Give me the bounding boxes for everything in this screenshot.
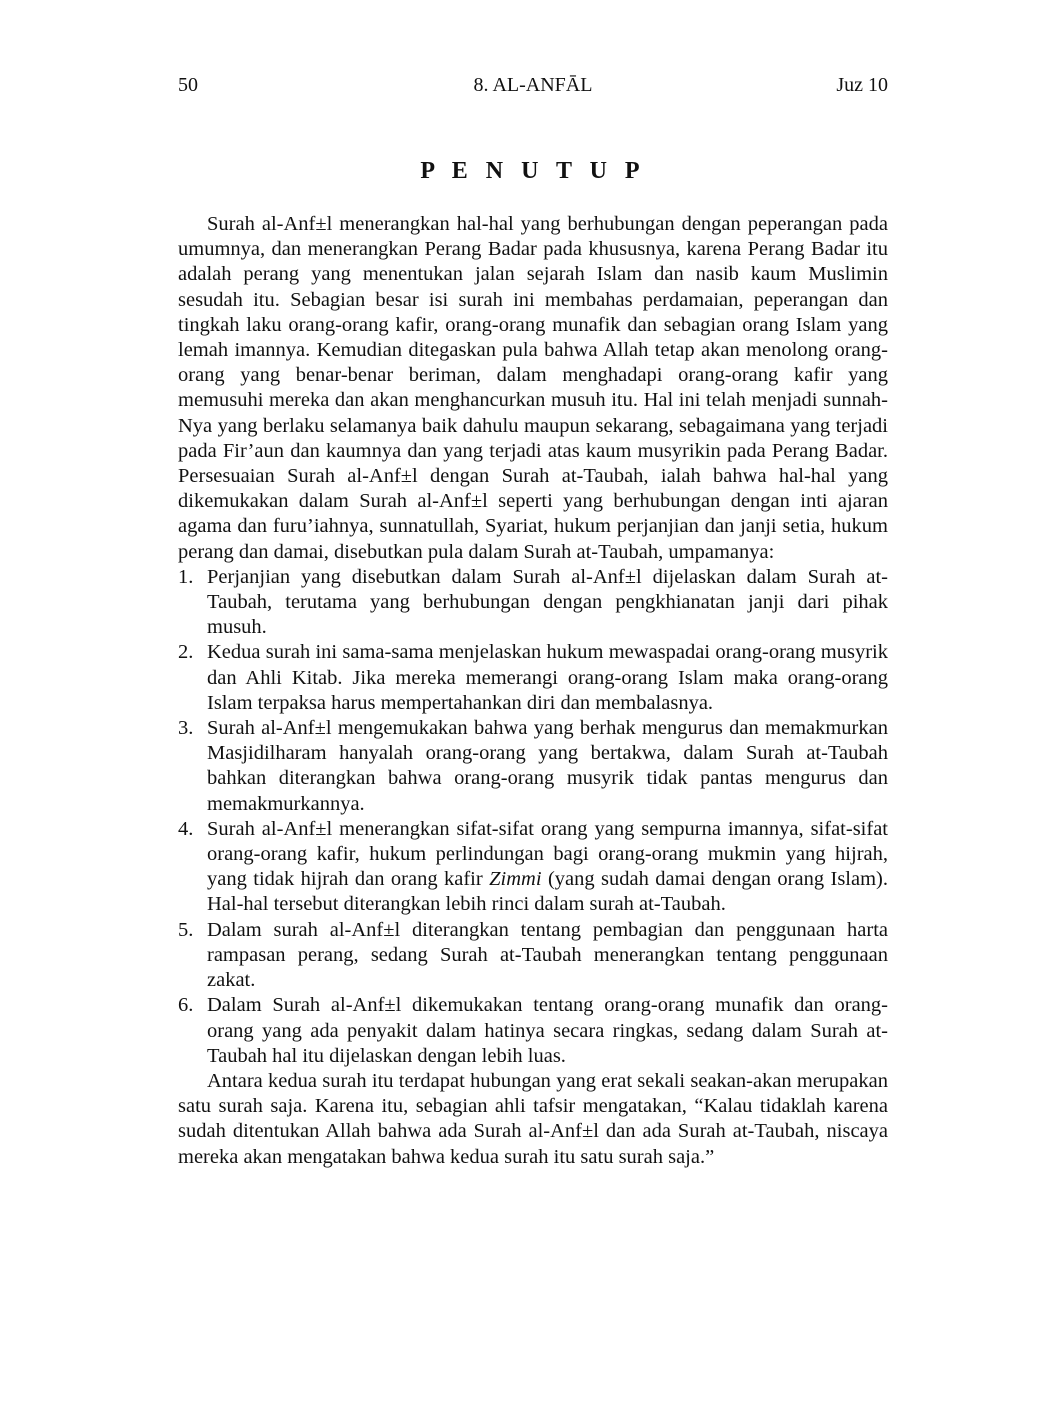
list-text-part: Surah al-Anf±l menerangkan sifat-sifat orang yang sempurna imannya, sifat-sifat orang-orang kafir, hukum perlindungan bagi orang-orang mukmin yang hijrah, yang tidak hijrah dan orang kafir bbox=[207, 817, 888, 891]
list-text-part: (yang sudah damai dengan orang Islam). Hal-hal tersebut diterangkan lebih rinci dalam surah at-Taubah. bbox=[207, 868, 888, 916]
intro-paragraph: Surah al-Anf±l menerangkan hal-hal yang berhubungan dengan peperangan pada umumnya, dan menerangkan Perang Badar pada khususnya, karena Perang Badar itu adalah perang yang menentukan jalan sejarah Islam dan nasib kaum Muslimin sesudah itu. Sebagian besar isi surah ini membahas perdamaian, peperangan dan tingkah laku orang-orang kafir, orang-orang munafik dan sebagian orang Islam yang lemah imannya. Kemudian ditegaskan pula bahwa Allah tetap akan menolong orang-orang yang benar-benar beriman, dalam menghadapi orang-orang kafir yang memusuhi mereka dan akan menghancurkan musuh itu. Hal ini telah menjadi sunnah-Nya yang berlaku selamanya baik dahulu maupun sekarang, sebagaimana yang terjadi pada Fir’aun dan kaumnya dan yang terjadi atas kaum musyrikin pada Perang Badar. Persesuaian Surah al-Anf±l dengan Surah at-Taubah, ialah bahwa hal-hal yang dikemukakan dalam Surah al-Anf±l seperti yang berhubungan dengan inti ajaran agama dan furu’iahnya, sunnatullah, Syariat, hukum perjanjian dan janji setia, hukum perang dan damai, disebutkan pula dalam Surah at-Taubah, umpamanya: bbox=[178, 213, 888, 563]
list-item bbox=[178, 716, 888, 817]
list-number: 4. bbox=[178, 817, 194, 840]
list-text: Perjanjian yang disebutkan dalam Surah al-Anf±l dijelaskan dalam Surah at-Taubah, terutama yang berhubungan dengan pengkhianatan janji dari pihak musuh. bbox=[207, 565, 888, 639]
list-text: Dalam surah al-Anf±l diterangkan tentang pembagian dan penggunaan harta rampasan perang, sedang Surah at-Taubah menerangkan tentang penggunaan zakat. bbox=[207, 918, 888, 992]
list-text: Surah al-Anf±l mengemukakan bahwa yang berhak mengurus dan memakmurkan Masjidilharam hanyalah orang-orang yang bertakwa, dalam Surah at-Taubah bahkan diterangkan bahwa orang-orang musyrik tidak pantas mengurus dan memakmurkannya. bbox=[207, 717, 888, 815]
list-text: Kedua surah ini sama-sama menjelaskan hukum mewaspadai orang-orang musyrik dan Ahli Kitab. Jika mereka memerangi orang-orang Islam maka orang-orang Islam terpaksa harus mempertahankan diri dan membalasnya. bbox=[207, 641, 888, 714]
list-text: Dalam Surah al-Anf±l dikemukakan tentang orang-orang munafik dan orang-orang yang ada penyakit dalam hatinya secara ringkas, sedang dalam Surah at-Taubah hal itu dijelaskan dengan lebih luas. bbox=[207, 994, 888, 1067]
page-header bbox=[178, 74, 888, 104]
section-title: P E N U T U P bbox=[420, 158, 646, 184]
italic-term: Zimmi bbox=[489, 868, 542, 891]
list-item bbox=[178, 817, 888, 918]
running-chapter-title: 8. AL-ANFĀL bbox=[473, 74, 593, 96]
list-item bbox=[178, 640, 888, 716]
list-number: 3. bbox=[178, 717, 194, 740]
list-item bbox=[178, 565, 888, 641]
main-text bbox=[178, 212, 888, 1170]
page-number: 50 bbox=[178, 74, 198, 96]
list-number: 6. bbox=[178, 994, 194, 1017]
list-item bbox=[178, 993, 888, 1069]
list-item bbox=[178, 918, 888, 994]
list-number: 2. bbox=[178, 641, 194, 664]
juz-label: Juz 10 bbox=[836, 74, 888, 96]
list-number: 5. bbox=[178, 918, 194, 941]
list-number: 1. bbox=[178, 565, 194, 588]
list-text bbox=[207, 818, 888, 916]
closing-paragraph: Antara kedua surah itu terdapat hubungan yang erat sekali seakan-akan merupakan satu surah saja. Karena itu, sebagian ahli tafsir mengatakan, “Kalau tidaklah karena sudah ditentukan Allah bahwa ada Surah al-Anf±l dan ada Surah at-Taubah, niscaya mereka akan mengatakan bahwa kedua surah itu satu surah saja.” bbox=[178, 1069, 888, 1168]
comparison-list bbox=[178, 565, 888, 1069]
